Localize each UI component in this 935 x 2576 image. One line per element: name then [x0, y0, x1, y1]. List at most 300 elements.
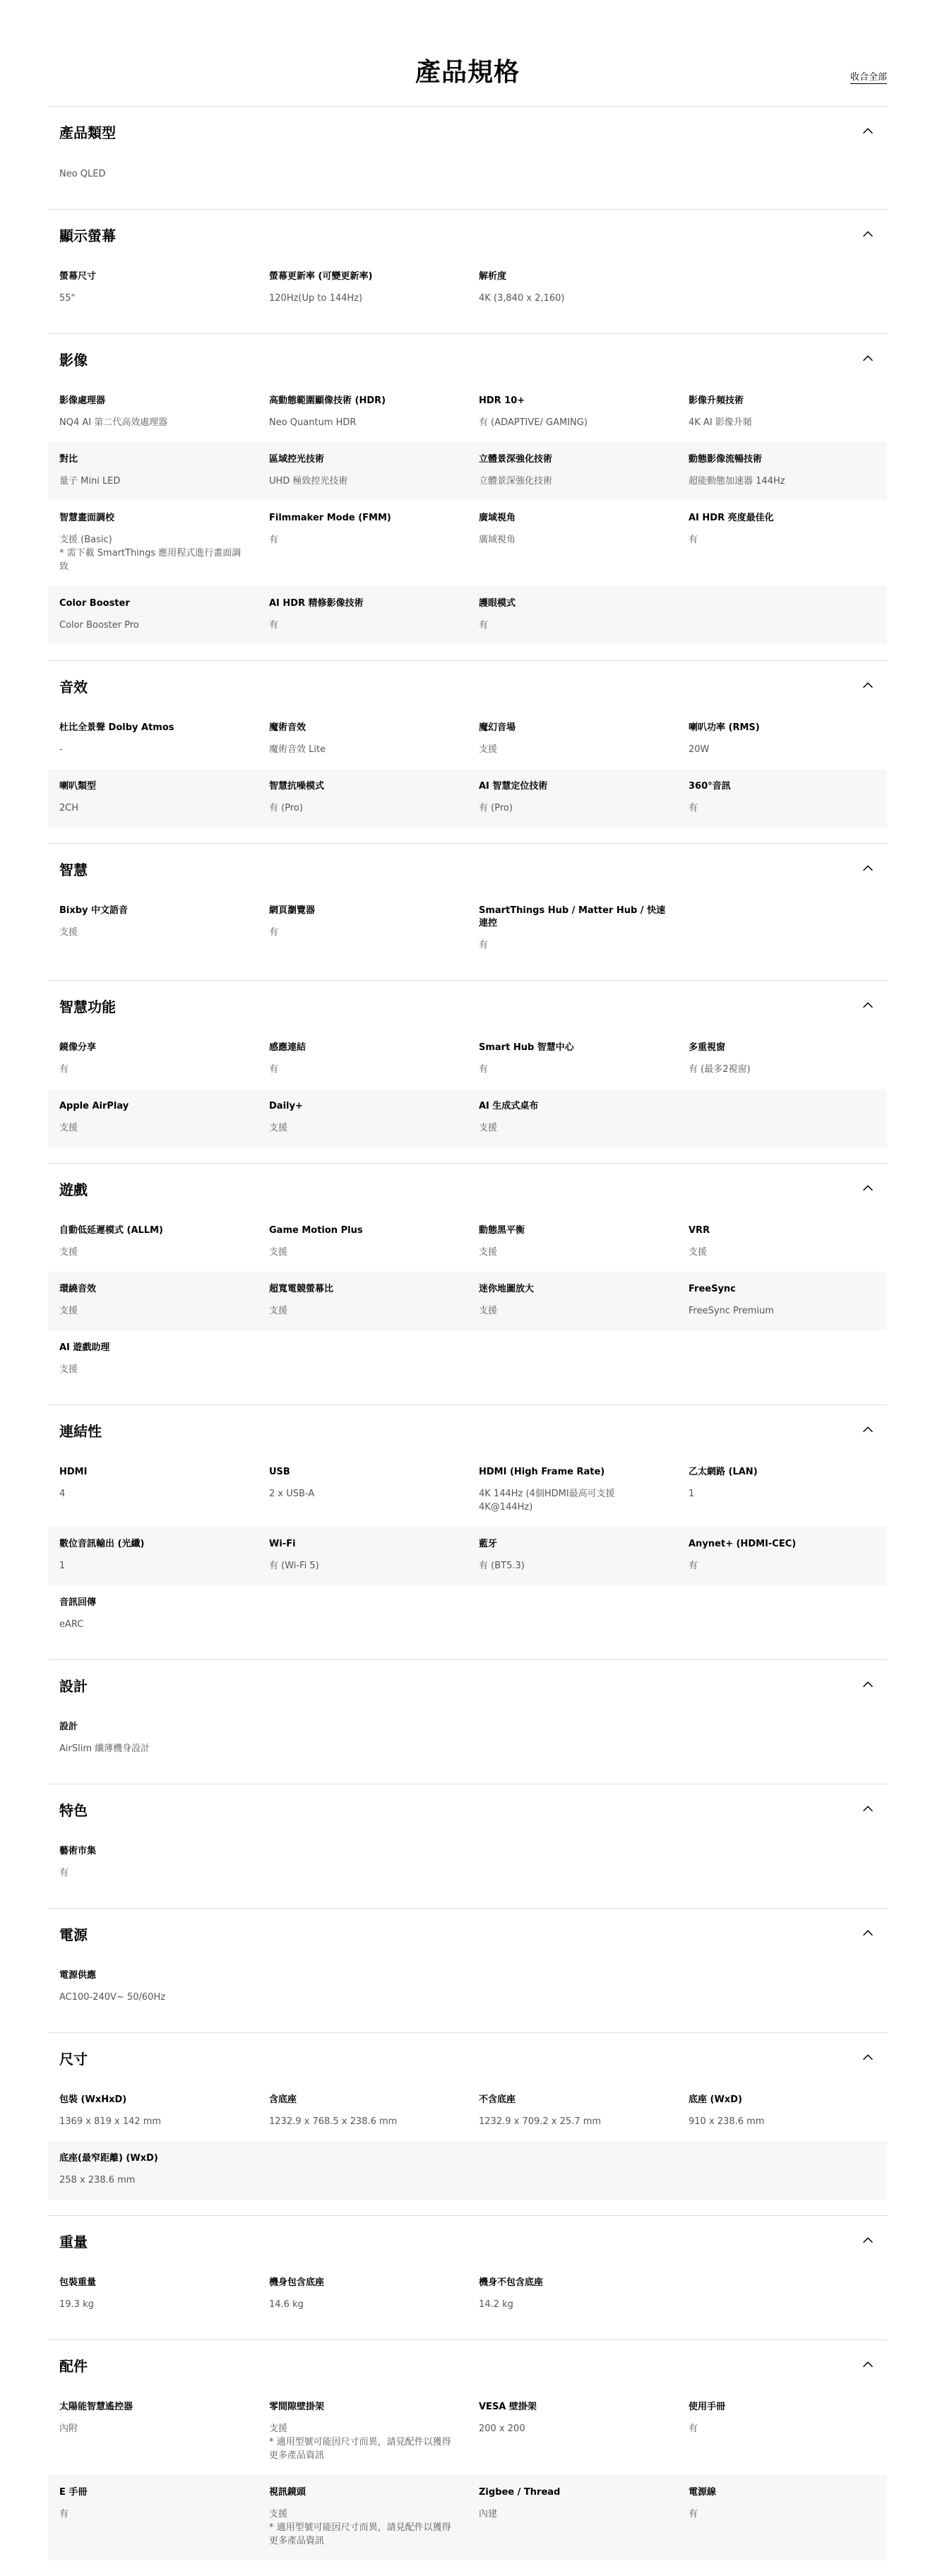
spec-section — [48, 1659, 887, 1784]
spec-label: 廣域視角 — [479, 513, 516, 523]
spec-value: 1 — [689, 1489, 695, 1499]
spec-item — [258, 1089, 468, 1147]
spec-value: 14.6 kg — [269, 2299, 304, 2310]
spec-grid — [48, 383, 887, 645]
spec-item — [677, 1330, 887, 1389]
spec-value: 1 — [59, 1561, 66, 1571]
spec-item — [48, 1958, 258, 2017]
spec-item — [677, 1089, 887, 1147]
spec-value: 支援 — [59, 1123, 78, 1133]
spec-item — [48, 442, 258, 501]
spec-section — [48, 2032, 887, 2215]
spec-value: 4K 144Hz (4個HDMI最高可支援4K@144Hz) — [479, 1489, 615, 1513]
spec-value: Neo Quantum HDR — [269, 417, 357, 428]
spec-value: UHD 極致控光技術 — [269, 476, 348, 487]
spec-item — [677, 1455, 887, 1527]
spec-item — [677, 2265, 887, 2324]
spec-item — [258, 586, 468, 645]
spec-label: AI 智慧定位技術 — [479, 781, 548, 792]
page-header — [48, 0, 887, 106]
spec-label: 設計 — [59, 1722, 78, 1732]
spec-value: 有 — [689, 2509, 698, 2520]
spec-label: 對比 — [59, 454, 78, 465]
spec-label: FreeSync — [689, 1284, 736, 1294]
collapse-all-link[interactable]: 收合全部 — [850, 72, 887, 83]
spec-item — [468, 1272, 677, 1330]
spec-label: 影像處理器 — [59, 395, 106, 406]
spec-value: 魔術音效 Lite — [269, 744, 326, 755]
spec-value: 有 — [479, 940, 489, 950]
spec-item — [677, 586, 887, 645]
spec-value: 有 (Wi-Fi 5) — [269, 1561, 319, 1571]
chevron-up-icon[interactable] — [860, 861, 876, 876]
spec-item — [258, 2475, 468, 2560]
spec-item — [258, 1958, 468, 2017]
spec-item — [468, 442, 677, 501]
spec-item — [677, 2082, 887, 2141]
spec-item — [48, 1834, 258, 1892]
spec-label: 喇叭類型 — [59, 781, 97, 792]
spec-label: 不含底座 — [479, 2094, 516, 2105]
section-header[interactable] — [48, 107, 887, 156]
spec-item — [48, 1213, 258, 1272]
spec-value: 支援 — [269, 1247, 288, 1258]
spec-section — [48, 1405, 887, 1659]
spec-grid — [48, 2390, 887, 2560]
spec-section — [48, 843, 887, 980]
spec-label: E 手冊 — [59, 2487, 88, 2498]
spec-value: 55" — [59, 293, 76, 304]
spec-value: 有 (BT5.3) — [479, 1561, 525, 1571]
spec-item — [48, 501, 258, 586]
spec-label: Anynet+ (HDMI-CEC) — [689, 1539, 797, 1549]
spec-value: 有 — [269, 535, 279, 545]
spec-value: 4 — [59, 1489, 66, 1499]
spec-item — [677, 1958, 887, 2017]
spec-label: 螢幕尺寸 — [59, 271, 97, 282]
spec-item — [258, 2141, 468, 2200]
section-title: 連結性 — [59, 1422, 102, 1440]
spec-label: USB — [269, 1467, 290, 1477]
spec-item — [258, 1030, 468, 1089]
spec-label: 電源供應 — [59, 1970, 97, 1981]
page-title: 產品規格 — [415, 58, 520, 87]
spec-label: HDR 10+ — [479, 395, 525, 406]
spec-item — [677, 442, 887, 501]
spec-value: - — [59, 744, 63, 755]
spec-label: 高動態範圍顯像技術 (HDR) — [269, 395, 386, 406]
spec-section — [48, 2339, 887, 2576]
spec-label: Apple AirPlay — [59, 1101, 129, 1111]
spec-value: 支援 — [59, 927, 78, 938]
spec-item — [48, 1272, 258, 1330]
spec-item — [258, 1585, 468, 1644]
spec-label: 包裝 (WxHxD) — [59, 2094, 127, 2105]
spec-value: 有 — [269, 620, 279, 631]
spec-label: 魔術音效 — [269, 722, 306, 733]
spec-item — [468, 1527, 677, 1585]
spec-item — [677, 2390, 887, 2475]
spec-item — [48, 1585, 258, 1644]
spec-label: Zigbee / Thread — [479, 2487, 561, 2498]
spec-item — [677, 1527, 887, 1585]
spec-item — [677, 2141, 887, 2200]
spec-section — [48, 1163, 887, 1405]
spec-grid — [48, 1030, 887, 1147]
spec-item — [48, 383, 258, 442]
spec-item — [468, 1213, 677, 1272]
spec-item — [677, 1710, 887, 1768]
spec-label: 乙太網路 (LAN) — [689, 1467, 758, 1477]
spec-item — [258, 769, 468, 828]
spec-section — [48, 1784, 887, 1908]
spec-item — [677, 1213, 887, 1272]
spec-value: 1369 x 819 x 142 mm — [59, 2116, 162, 2127]
spec-label: Color Booster — [59, 598, 130, 609]
spec-item — [468, 1710, 677, 1768]
section-header[interactable] — [48, 210, 887, 259]
spec-item — [258, 1455, 468, 1527]
spec-item — [258, 442, 468, 501]
spec-section — [48, 106, 887, 209]
spec-value: 120Hz(Up to 144Hz) — [269, 293, 363, 304]
spec-section — [48, 660, 887, 843]
chevron-up-icon[interactable] — [860, 2233, 876, 2248]
spec-item — [468, 501, 677, 586]
spec-label: 智慧抗噪模式 — [269, 781, 325, 792]
section-header[interactable] — [48, 661, 887, 710]
spec-value: 支援 — [269, 1306, 288, 1316]
section-header[interactable] — [48, 1660, 887, 1710]
spec-value: 支援 — [59, 1247, 78, 1258]
spec-item — [258, 1710, 468, 1768]
spec-label: 含底座 — [269, 2094, 297, 2105]
spec-value: 有 — [479, 620, 489, 631]
spec-label: 環繞音效 — [59, 1284, 97, 1294]
spec-item — [468, 259, 677, 318]
spec-item — [258, 2265, 468, 2324]
spec-label: 數位音訊輸出 (光纖) — [59, 1539, 145, 1549]
spec-grid — [48, 259, 887, 318]
spec-item — [677, 1585, 887, 1644]
spec-section — [48, 1908, 887, 2032]
spec-item — [677, 501, 887, 586]
spec-value: 258 x 238.6 mm — [59, 2175, 136, 2186]
spec-item — [258, 501, 468, 586]
spec-value: 支援 — [479, 1306, 498, 1316]
section-header[interactable] — [48, 1909, 887, 1958]
spec-item — [258, 259, 468, 318]
section-title: 特色 — [59, 1801, 88, 1819]
spec-value: 內附 — [59, 2423, 78, 2434]
spec-value: 有 — [269, 1064, 279, 1075]
spec-item — [48, 1089, 258, 1147]
spec-grid — [48, 1834, 887, 1892]
spec-item — [258, 893, 468, 965]
spec-item — [468, 1089, 677, 1147]
spec-item — [468, 1030, 677, 1089]
spec-value: 2 x USB-A — [269, 1489, 315, 1499]
spec-value: 有 — [689, 535, 698, 545]
section-title: 智慧 — [59, 861, 88, 878]
section-title: 重量 — [59, 2233, 88, 2250]
section-header[interactable] — [48, 2033, 887, 2082]
spec-item — [677, 383, 887, 442]
spec-label: 魔幻音場 — [479, 722, 516, 733]
spec-value: 支援 — [59, 1306, 78, 1316]
spec-value: FreeSync Premium — [689, 1306, 774, 1316]
spec-grid — [48, 156, 887, 193]
spec-value: 支援 * 適用型號可能因尺寸而異，請見配件以獲得更多產品資訊 — [269, 2423, 451, 2461]
spec-value: 立體景深強化技術 — [479, 476, 553, 487]
section-header[interactable] — [48, 2340, 887, 2390]
spec-value: 量子 Mini LED — [59, 476, 121, 487]
spec-label: Filmmaker Mode (FMM) — [269, 513, 391, 523]
chevron-up-icon[interactable] — [860, 1926, 876, 1941]
spec-item — [677, 2475, 887, 2560]
chevron-up-icon[interactable] — [860, 2050, 876, 2065]
spec-value: 200 x 200 — [479, 2423, 525, 2434]
spec-item — [48, 2265, 258, 2324]
spec-label: 智慧畫面調校 — [59, 513, 115, 523]
section-title: 音效 — [59, 678, 88, 696]
spec-label: 多重視窗 — [689, 1042, 726, 1053]
spec-label: 立體景深強化技術 — [479, 454, 553, 465]
spec-label: VESA 壁掛架 — [479, 2402, 537, 2412]
spec-label: 網頁瀏覽器 — [269, 905, 316, 916]
section-header[interactable] — [48, 1164, 887, 1213]
spec-item — [468, 769, 677, 828]
spec-value: 支援 * 適用型號可能因尺寸而異，請見配件以獲得更多產品資訊 — [269, 2509, 451, 2546]
spec-value: 支援 — [269, 1123, 288, 1133]
spec-label: Bixby 中文語音 — [59, 905, 129, 916]
spec-grid — [48, 2082, 887, 2200]
spec-label: 視訊鏡頭 — [269, 2487, 306, 2498]
section-title: 設計 — [59, 1677, 88, 1695]
spec-section — [48, 333, 887, 660]
spec-item — [258, 2390, 468, 2475]
spec-item — [677, 710, 887, 769]
spec-value: Color Booster Pro — [59, 620, 139, 631]
spec-value: 19.3 kg — [59, 2299, 94, 2310]
spec-label: 動態影像流暢技術 — [689, 454, 763, 465]
spec-item — [48, 1330, 258, 1389]
spec-value: 2CH — [59, 803, 79, 813]
spec-item — [48, 710, 258, 769]
chevron-up-icon[interactable] — [860, 1422, 876, 1438]
chevron-up-icon[interactable] — [860, 351, 876, 366]
section-title: 產品類型 — [59, 124, 116, 141]
spec-item — [258, 710, 468, 769]
spec-label: 鏡像分享 — [59, 1042, 97, 1053]
chevron-up-icon[interactable] — [860, 124, 876, 139]
section-header[interactable] — [48, 981, 887, 1030]
spec-item — [468, 1585, 677, 1644]
spec-value: 支援 — [479, 744, 498, 755]
spec-label: 機身不包含底座 — [479, 2277, 544, 2288]
spec-value: 有 — [269, 927, 279, 938]
spec-item — [468, 156, 677, 193]
spec-value: 有 (最多2視窗) — [689, 1064, 751, 1075]
spec-value: 有 — [59, 2509, 69, 2520]
spec-label: 太陽能智慧遙控器 — [59, 2402, 133, 2412]
spec-label: 螢幕更新率 (可變更新率) — [269, 271, 373, 282]
spec-label: 包裝重量 — [59, 2277, 97, 2288]
spec-label: 底座(最窄距離) (WxD) — [59, 2153, 158, 2164]
spec-label: 杜比全景聲 Dolby Atmos — [59, 722, 174, 733]
section-title: 智慧功能 — [59, 998, 116, 1015]
spec-item — [48, 2390, 258, 2475]
spec-label: SmartThings Hub / Matter Hub / 快速連控 — [479, 905, 666, 929]
spec-label: 護眼模式 — [479, 598, 516, 609]
spec-item — [468, 2265, 677, 2324]
chevron-up-icon[interactable] — [860, 678, 876, 693]
spec-label: 360°音訊 — [689, 781, 731, 792]
spec-label: 迷你地圖放大 — [479, 1284, 535, 1294]
spec-item — [48, 156, 258, 193]
spec-grid — [48, 1710, 887, 1768]
spec-grid — [48, 2265, 887, 2324]
spec-label: Smart Hub 智慧中心 — [479, 1042, 574, 1053]
spec-label: 電源線 — [689, 2487, 717, 2498]
spec-grid — [48, 1213, 887, 1389]
spec-label: Daily+ — [269, 1101, 303, 1111]
section-header[interactable] — [48, 844, 887, 893]
spec-section — [48, 980, 887, 1163]
spec-item — [48, 259, 258, 318]
spec-item — [48, 2141, 258, 2200]
spec-item — [258, 1834, 468, 1892]
spec-label: 底座 (WxD) — [689, 2094, 742, 2105]
spec-item — [258, 1213, 468, 1272]
spec-item — [258, 1272, 468, 1330]
spec-value: 4K AI 影像升頻 — [689, 417, 752, 428]
spec-label: 藍牙 — [479, 1539, 498, 1549]
spec-item — [468, 1455, 677, 1527]
spec-label: 超寬電競螢幕比 — [269, 1284, 334, 1294]
spec-label: 喇叭功率 (RMS) — [689, 722, 760, 733]
spec-label: AI HDR 精修影像技術 — [269, 598, 364, 609]
spec-label: 藝術市集 — [59, 1846, 97, 1856]
section-header[interactable] — [48, 2216, 887, 2265]
spec-section — [48, 2215, 887, 2339]
spec-item — [468, 1958, 677, 2017]
spec-value: 14.2 kg — [479, 2299, 513, 2310]
section-title: 影像 — [59, 351, 88, 369]
spec-item — [258, 156, 468, 193]
spec-grid — [48, 1455, 887, 1644]
spec-value: eARC — [59, 1619, 84, 1630]
spec-item — [468, 710, 677, 769]
spec-value: 有 (Pro) — [269, 803, 303, 813]
spec-label: 區域控光技術 — [269, 454, 325, 465]
spec-item — [48, 2082, 258, 2141]
spec-value: 910 x 238.6 mm — [689, 2116, 765, 2127]
spec-label: 動態黑平衡 — [479, 1225, 525, 1236]
spec-value: 支援 — [479, 1123, 498, 1133]
spec-value: 支援 — [59, 1364, 78, 1375]
spec-value: 有 (ADAPTIVE/ GAMING) — [479, 417, 588, 428]
spec-item — [677, 1272, 887, 1330]
spec-value: 內建 — [479, 2509, 498, 2520]
spec-value: Neo QLED — [59, 169, 106, 179]
chevron-up-icon[interactable] — [860, 1801, 876, 1817]
spec-item — [468, 1330, 677, 1389]
spec-item — [468, 2390, 677, 2475]
spec-item — [677, 259, 887, 318]
spec-value: 1232.9 x 768.5 x 238.6 mm — [269, 2116, 398, 2127]
spec-item — [48, 1030, 258, 1089]
spec-value: 超能動態加速器 144Hz — [689, 476, 785, 487]
spec-grid — [48, 710, 887, 828]
spec-label: 解析度 — [479, 271, 507, 282]
spec-item — [468, 1834, 677, 1892]
spec-item — [468, 2475, 677, 2560]
spec-item — [258, 383, 468, 442]
spec-item — [468, 893, 677, 965]
spec-item — [48, 1710, 258, 1768]
spec-grid — [48, 893, 887, 965]
spec-label: AI 遊戲助理 — [59, 1342, 110, 1353]
spec-item — [48, 586, 258, 645]
spec-sections — [48, 106, 887, 2576]
spec-value: 有 — [59, 1868, 69, 1878]
spec-label: 零間隙壁掛架 — [269, 2402, 325, 2412]
spec-value: 有 — [479, 1064, 489, 1075]
spec-item — [677, 1834, 887, 1892]
spec-label: HDMI (High Frame Rate) — [479, 1467, 605, 1477]
section-header[interactable] — [48, 1784, 887, 1834]
spec-label: Wi-Fi — [269, 1539, 296, 1549]
spec-value: 支援 — [689, 1247, 708, 1258]
spec-value: 有 — [689, 1561, 698, 1571]
spec-grid — [48, 1958, 887, 2017]
spec-item — [468, 586, 677, 645]
chevron-up-icon[interactable] — [860, 1181, 876, 1196]
spec-item — [258, 2082, 468, 2141]
section-header[interactable] — [48, 1405, 887, 1455]
section-title: 尺寸 — [59, 2050, 88, 2068]
chevron-up-icon[interactable] — [860, 2357, 876, 2373]
spec-item — [677, 769, 887, 828]
spec-value: 20W — [689, 744, 710, 755]
chevron-up-icon[interactable] — [860, 998, 876, 1013]
section-title: 配件 — [59, 2357, 88, 2375]
spec-item — [677, 1030, 887, 1089]
spec-label: 機身包含底座 — [269, 2277, 325, 2288]
spec-item — [468, 383, 677, 442]
section-title: 顯示螢幕 — [59, 227, 116, 244]
spec-label: VRR — [689, 1225, 710, 1236]
spec-item — [468, 2082, 677, 2141]
spec-section — [48, 209, 887, 333]
section-header[interactable] — [48, 334, 887, 383]
spec-value: 廣域視角 — [479, 535, 516, 545]
chevron-up-icon[interactable] — [860, 227, 876, 242]
spec-value: AC100-240V~ 50/60Hz — [59, 1992, 166, 2003]
spec-value: 1232.9 x 709.2 x 25.7 mm — [479, 2116, 602, 2127]
spec-label: 影像升頻技術 — [689, 395, 744, 406]
spec-label: HDMI — [59, 1467, 88, 1477]
spec-item — [48, 893, 258, 965]
spec-value: AirSlim 纖薄機身設計 — [59, 1743, 150, 1754]
spec-label: Game Motion Plus — [269, 1225, 363, 1236]
spec-item — [258, 1330, 468, 1389]
chevron-up-icon[interactable] — [860, 1677, 876, 1693]
spec-value: 有 — [689, 2423, 698, 2434]
spec-label: 使用手冊 — [689, 2402, 726, 2412]
spec-value: 4K (3,840 x 2,160) — [479, 293, 565, 304]
